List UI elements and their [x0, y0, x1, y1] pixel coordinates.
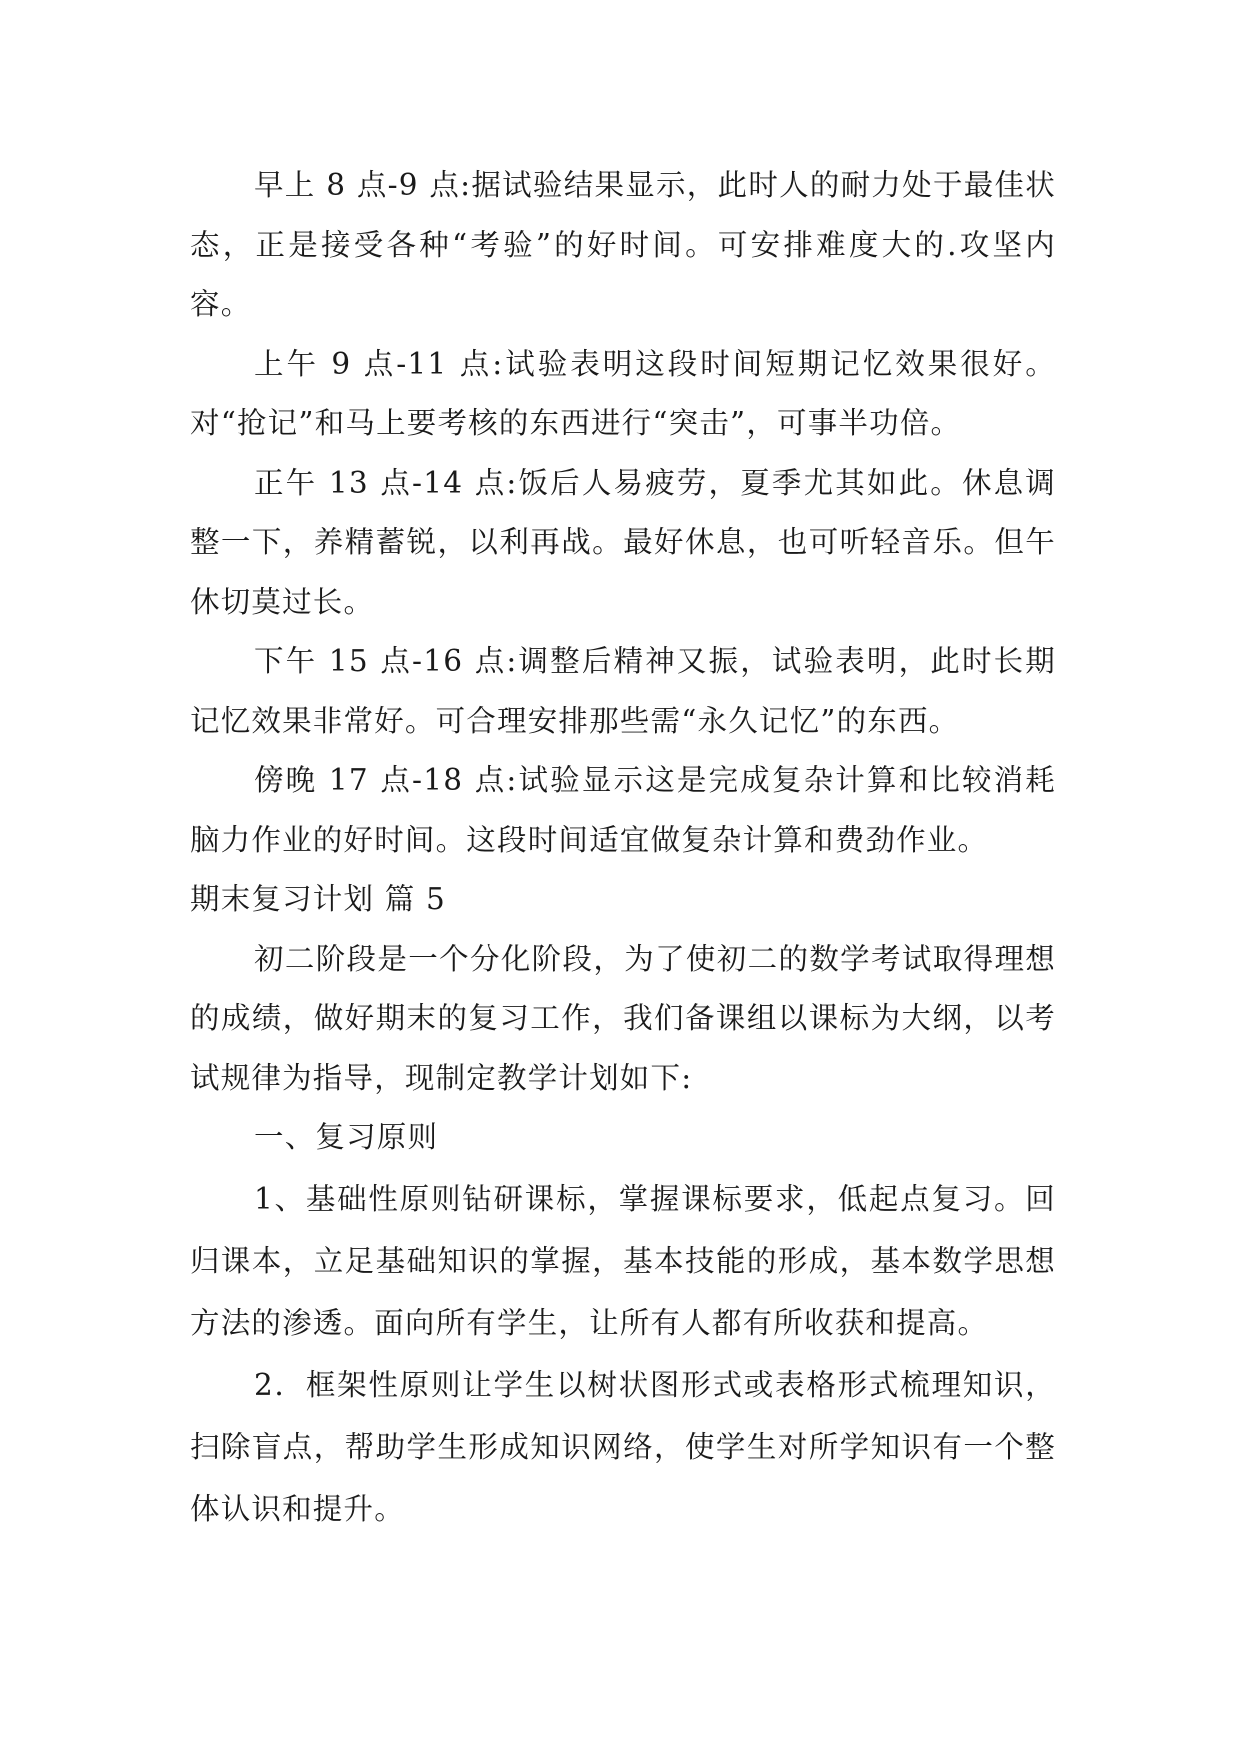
document-body	[190, 156, 1056, 1540]
section-heading: 期末复习计划 篇 5	[190, 882, 447, 916]
paragraph-intro: 初二阶段是一个分化阶段，为了使初二的数学考试取得理想的成绩，做好期末的复习工作，我们备课组以课标为大纲，以考试规律为指导，现制定教学计划如下:	[190, 941, 1056, 1095]
paragraph-forenoon: 上午 9 点-11 点:试验表明这段时间短期记忆效果很好。对“抢记”和马上要考核的东西进行“突击”，可事半功倍。	[190, 346, 1056, 440]
paragraph-noon: 正午 13 点-14 点:饭后人易疲劳，夏季尤其如此。休息调整一下，养精蓄锐，以利再战。最好休息，也可听轻音乐。但午休切莫过长。	[190, 465, 1056, 619]
subheading-review-principles: 一、复习原则	[254, 1120, 439, 1154]
paragraph-morning: 早上 8 点-9 点:据试验结果显示，此时人的耐力处于最佳状态，正是接受各种“考验”的好时间。可安排难度大的.攻坚内容。	[190, 168, 1056, 321]
paragraph-afternoon: 下午 15 点-16 点:调整后精神又振，试验表明，此时长期记忆效果非常好。可合理安排那些需“永久记忆”的东西。	[190, 644, 1056, 738]
paragraph-principle-1: 1、基础性原则钻研课标，掌握课标要求，低起点复习。回归课本，立足基础知识的掌握，基本技能的形成，基本数学思想方法的渗透。面向所有学生，让所有人都有所收获和提高。	[190, 1181, 1056, 1340]
paragraph-principle-2: 2．框架性原则让学生以树状图形式或表格形式梳理知识，扫除盲点，帮助学生形成知识网络，使学生对所学知识有一个整体认识和提升。	[190, 1367, 1056, 1526]
paragraph-evening: 傍晚 17 点-18 点:试验显示这是完成复杂计算和比较消耗脑力作业的好时间。这段时间适宜做复杂计算和费劲作业。	[190, 763, 1056, 857]
